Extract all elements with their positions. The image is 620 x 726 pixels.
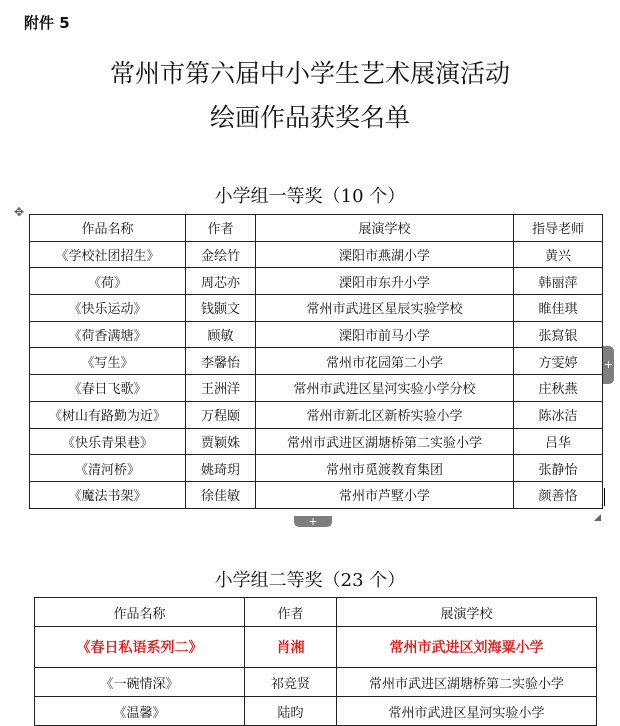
table-cell[interactable]: 常州市新北区新桥实验小学 bbox=[256, 401, 514, 428]
table-row bbox=[30, 481, 603, 508]
table-cell[interactable]: 《荷香满塘》 bbox=[30, 321, 186, 348]
page-title: 常州市第六届中小学生艺术展演活动 bbox=[109, 59, 510, 88]
second-prize-table bbox=[34, 597, 597, 726]
header-cell[interactable]: 作品名称 bbox=[35, 598, 245, 627]
table-cell[interactable]: 《春日私语系列二》 bbox=[35, 627, 245, 668]
table-row bbox=[30, 241, 603, 268]
table-cell[interactable]: 溧阳市燕湖小学 bbox=[256, 241, 514, 268]
page-subtitle: 绘画作品获奖名单 bbox=[209, 103, 410, 132]
table-cell[interactable]: 金绘竹 bbox=[186, 241, 256, 268]
table-cell[interactable]: 《一碗情深》 bbox=[35, 668, 245, 697]
table-cell[interactable]: 张寫银 bbox=[514, 321, 603, 348]
table-cell[interactable]: 常州市觅渡教育集团 bbox=[256, 455, 514, 482]
table-cell[interactable]: 吕华 bbox=[514, 428, 603, 455]
table-row bbox=[30, 455, 603, 482]
table-cell[interactable]: 《魔法书架》 bbox=[30, 481, 186, 508]
second-prize-heading: 小学组二等奖（23 个） bbox=[214, 570, 406, 591]
header-cell[interactable]: 作品名称 bbox=[30, 215, 186, 242]
table-cell[interactable]: 张静怡 bbox=[514, 455, 603, 482]
table-cell[interactable]: 常州市花园第二小学 bbox=[256, 348, 514, 375]
table-header-row bbox=[35, 598, 597, 627]
table-cell[interactable]: 常州市武进区星河实验小学 bbox=[337, 697, 597, 726]
table-cell[interactable]: 《温馨》 bbox=[35, 697, 245, 726]
table-row bbox=[30, 401, 603, 428]
table-cell[interactable]: 常州市武进区湖塘桥第二实验小学 bbox=[256, 428, 514, 455]
table-header-row bbox=[30, 215, 603, 242]
table-cell[interactable]: 《快乐运动》 bbox=[30, 295, 186, 322]
table-cell[interactable]: 祁竞贤 bbox=[245, 668, 337, 697]
table-cell[interactable]: 钱颢文 bbox=[186, 295, 256, 322]
table-row bbox=[30, 348, 603, 375]
table-cell[interactable]: 《学校社团招生》 bbox=[30, 241, 186, 268]
table-cell[interactable]: 《春日飞歌》 bbox=[30, 375, 186, 402]
move-table-icon[interactable]: ✥ bbox=[13, 205, 25, 219]
table-cell[interactable]: 溧阳市前马小学 bbox=[256, 321, 514, 348]
table-cell[interactable]: 《清河桥》 bbox=[30, 455, 186, 482]
header-cell[interactable]: 作者 bbox=[186, 215, 256, 242]
table-resize-handle[interactable] bbox=[594, 514, 601, 521]
add-row-button[interactable]: + bbox=[294, 516, 332, 527]
table-cell[interactable]: 常州市武进区星辰实验学校 bbox=[256, 295, 514, 322]
table-cell[interactable]: 常州市芦墅小学 bbox=[256, 481, 514, 508]
text-cursor bbox=[604, 488, 605, 506]
table-row bbox=[30, 428, 603, 455]
header-cell[interactable]: 展演学校 bbox=[337, 598, 597, 627]
table-cell[interactable]: 《写生》 bbox=[30, 348, 186, 375]
table-row bbox=[35, 697, 597, 726]
table-row bbox=[35, 668, 597, 697]
first-prize-heading: 小学组一等奖（10 个） bbox=[214, 186, 406, 207]
table-cell[interactable]: 黄兴 bbox=[514, 241, 603, 268]
header-cell[interactable]: 作者 bbox=[245, 598, 337, 627]
add-column-button[interactable]: + bbox=[603, 346, 614, 384]
table-cell[interactable]: 常州市武进区湖塘桥第二实验小学 bbox=[337, 668, 597, 697]
table-cell[interactable]: 万程颐 bbox=[186, 401, 256, 428]
first-prize-table bbox=[29, 214, 603, 509]
table-row bbox=[30, 268, 603, 295]
table-cell[interactable]: 姚琦玥 bbox=[186, 455, 256, 482]
table-cell[interactable]: 贾颖姝 bbox=[186, 428, 256, 455]
table-cell[interactable]: 肖湘 bbox=[245, 627, 337, 668]
header-cell[interactable]: 指导老师 bbox=[514, 215, 603, 242]
table-row bbox=[30, 295, 603, 322]
header-cell[interactable]: 展演学校 bbox=[256, 215, 514, 242]
table-cell[interactable]: 睢佳琪 bbox=[514, 295, 603, 322]
table-cell[interactable]: 《树山有路勤为近》 bbox=[30, 401, 186, 428]
table-cell[interactable]: 颜善恪 bbox=[514, 481, 603, 508]
table-cell[interactable]: 常州市武进区刘海粟小学 bbox=[337, 627, 597, 668]
table-cell[interactable]: 周芯亦 bbox=[186, 268, 256, 295]
table-cell[interactable]: 陆昀 bbox=[245, 697, 337, 726]
table-cell[interactable]: 韩丽萍 bbox=[514, 268, 603, 295]
table-cell[interactable]: 方雯婷 bbox=[514, 348, 603, 375]
attachment-label: 附件 5 bbox=[24, 14, 70, 32]
table-cell[interactable]: 溧阳市东升小学 bbox=[256, 268, 514, 295]
table-cell[interactable]: 徐佳敏 bbox=[186, 481, 256, 508]
table-cell[interactable]: 王洲洋 bbox=[186, 375, 256, 402]
table-cell[interactable]: 庄秋燕 bbox=[514, 375, 603, 402]
table-cell[interactable]: 《荷》 bbox=[30, 268, 186, 295]
table-row bbox=[30, 321, 603, 348]
table-cell[interactable]: 《快乐青果巷》 bbox=[30, 428, 186, 455]
table-row bbox=[30, 375, 603, 402]
table-row bbox=[35, 627, 597, 668]
table-cell[interactable]: 常州市武进区星河实验小学分校 bbox=[256, 375, 514, 402]
table-cell[interactable]: 陈冰洁 bbox=[514, 401, 603, 428]
table-cell[interactable]: 李馨怡 bbox=[186, 348, 256, 375]
table-cell[interactable]: 顾敏 bbox=[186, 321, 256, 348]
